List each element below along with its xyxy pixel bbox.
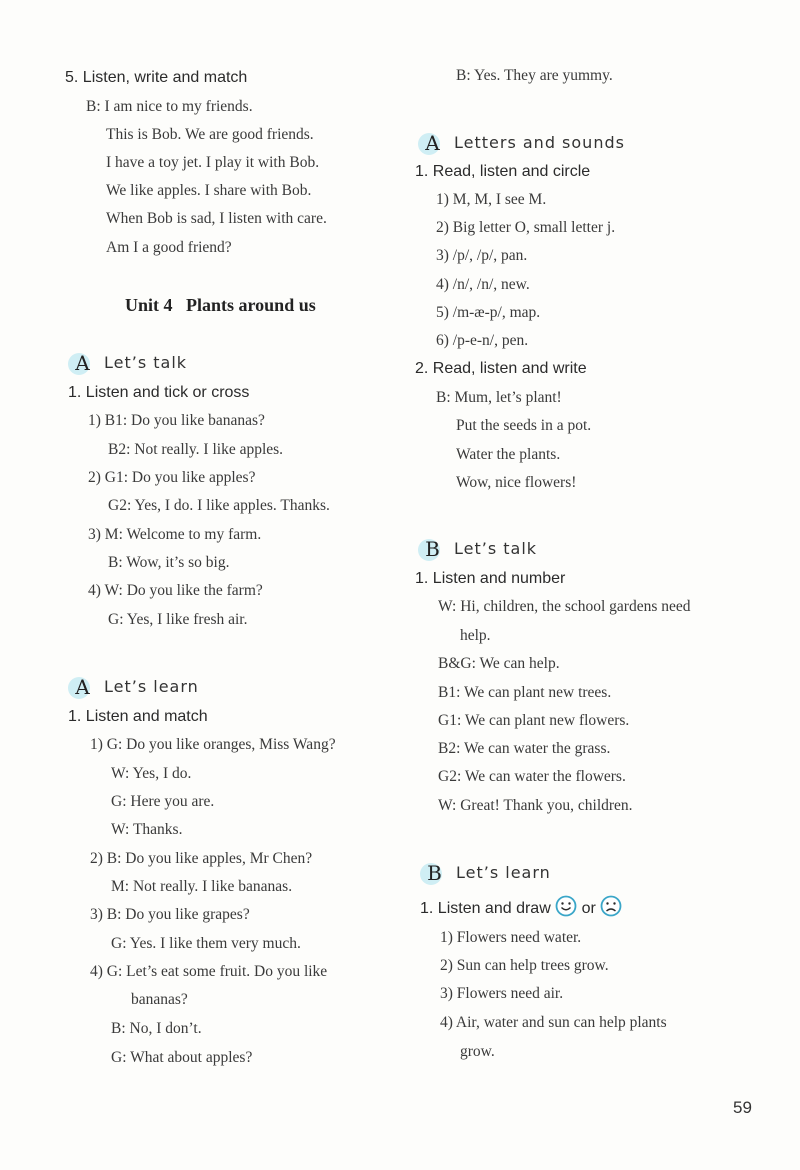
or-text: or xyxy=(581,900,596,917)
exercise-title: 1. Listen and number xyxy=(415,570,566,587)
text-line: 1) G: Do you like oranges, Miss Wang? xyxy=(90,736,336,753)
text-line: 3) /p/, /p/, pan. xyxy=(436,247,528,264)
text-line: Put the seeds in a pot. xyxy=(456,417,592,434)
text-line: We like apples. I share with Bob. xyxy=(106,182,312,199)
text-line: B2: We can water the grass. xyxy=(438,740,611,757)
text-line: M: Not really. I like bananas. xyxy=(111,878,293,895)
section-label: Let’s talk xyxy=(454,539,538,558)
text-line: B: Wow, it’s so big. xyxy=(108,554,230,571)
text-line: W: Thanks. xyxy=(111,821,183,838)
text-line: B: I am nice to my friends. xyxy=(86,98,253,115)
exercise-title: 1. Read, listen and circle xyxy=(415,163,591,180)
section-label: Letters and sounds xyxy=(454,133,625,152)
text-line: 4) Air, water and sun can help plants xyxy=(440,1014,667,1031)
text-line: 3) B: Do you like grapes? xyxy=(90,906,250,923)
text-line: help. xyxy=(460,627,491,644)
text-line: W: Yes, I do. xyxy=(111,765,192,782)
smiley-face-icon xyxy=(555,895,577,917)
exercise-title: 5. Listen, write and match xyxy=(65,69,248,86)
text-line: B1: We can plant new trees. xyxy=(438,684,612,701)
text-line: 3) Flowers need air. xyxy=(440,985,564,1002)
text-line: G: What about apples? xyxy=(111,1049,253,1066)
text-line: bananas? xyxy=(131,991,188,1008)
sad-face-icon xyxy=(600,895,622,917)
section-header-lets-talk xyxy=(70,351,187,375)
text-line: B&G: We can help. xyxy=(438,655,560,672)
text-line: 3) M: Welcome to my farm. xyxy=(88,526,262,543)
exercise-title: 1. Listen and match xyxy=(68,708,208,725)
section-header-lets-learn xyxy=(70,675,199,699)
section-a-badge: A xyxy=(70,675,96,699)
section-label: Let’s talk xyxy=(104,353,188,372)
text-line: B: Yes. They are yummy. xyxy=(456,67,613,84)
unit-title: Unit 4 Plants around us xyxy=(125,295,316,315)
section-b-badge: B xyxy=(420,537,446,561)
text-line: G2: Yes, I do. I like apples. Thanks. xyxy=(108,497,330,514)
text-line: 6) /p-e-n/, pen. xyxy=(436,332,529,349)
text-line: 5) /m-æ-p/, map. xyxy=(436,304,541,321)
text-line: This is Bob. We are good friends. xyxy=(106,126,314,143)
text-line: W: Great! Thank you, children. xyxy=(438,797,633,814)
text-line: G1: We can plant new flowers. xyxy=(438,712,630,729)
exercise-title xyxy=(420,895,622,918)
page-number: 59 xyxy=(733,1098,752,1117)
text-line: B: No, I don’t. xyxy=(111,1020,202,1037)
text-line: 4) G: Let’s eat some fruit. Do you like xyxy=(90,963,328,980)
text-line: 2) Sun can help trees grow. xyxy=(440,957,609,974)
text-line: When Bob is sad, I listen with care. xyxy=(106,210,327,227)
text-line: 1) Flowers need water. xyxy=(440,929,582,946)
section-a-badge: A xyxy=(70,351,96,375)
text-line: 1) B1: Do you like bananas? xyxy=(88,412,265,429)
section-a-badge: A xyxy=(420,131,446,155)
section-label: Let’s learn xyxy=(456,863,551,882)
text-line: I have a toy jet. I play it with Bob. xyxy=(106,154,320,171)
section-header-b-lets-talk xyxy=(420,537,537,561)
section-label: Let’s learn xyxy=(104,677,199,696)
text-line: G2: We can water the flowers. xyxy=(438,768,626,785)
text-line: Wow, nice flowers! xyxy=(456,474,577,491)
section-header-b-lets-learn xyxy=(422,861,551,885)
text-line: B: Mum, let’s plant! xyxy=(436,389,562,406)
text-line: W: Hi, children, the school gardens need xyxy=(438,598,691,615)
text-line: 2) Big letter O, small letter j. xyxy=(436,219,616,236)
text-line: grow. xyxy=(460,1043,495,1060)
text-line: 1) M, M, I see M. xyxy=(436,191,547,208)
exercise-title: 2. Read, listen and write xyxy=(415,360,587,377)
text-line: G: Yes. I like them very much. xyxy=(111,935,301,952)
text-line: Water the plants. xyxy=(456,446,561,463)
text-line: 4) W: Do you like the farm? xyxy=(88,582,263,599)
section-header-letters-and-sounds xyxy=(420,131,625,155)
exercise-title: 1. Listen and tick or cross xyxy=(68,384,250,401)
text-line: G: Here you are. xyxy=(111,793,215,810)
exercise-title-text: 1. Listen and draw xyxy=(420,900,551,917)
text-line: 2) B: Do you like apples, Mr Chen? xyxy=(90,850,313,867)
text-line: 2) G1: Do you like apples? xyxy=(88,469,256,486)
text-line: B2: Not really. I like apples. xyxy=(108,441,284,458)
section-b-badge: B xyxy=(422,861,448,885)
text-line: 4) /n/, /n/, new. xyxy=(436,276,530,293)
text-line: G: Yes, I like fresh air. xyxy=(108,611,248,628)
text-line: Am I a good friend? xyxy=(106,239,232,256)
